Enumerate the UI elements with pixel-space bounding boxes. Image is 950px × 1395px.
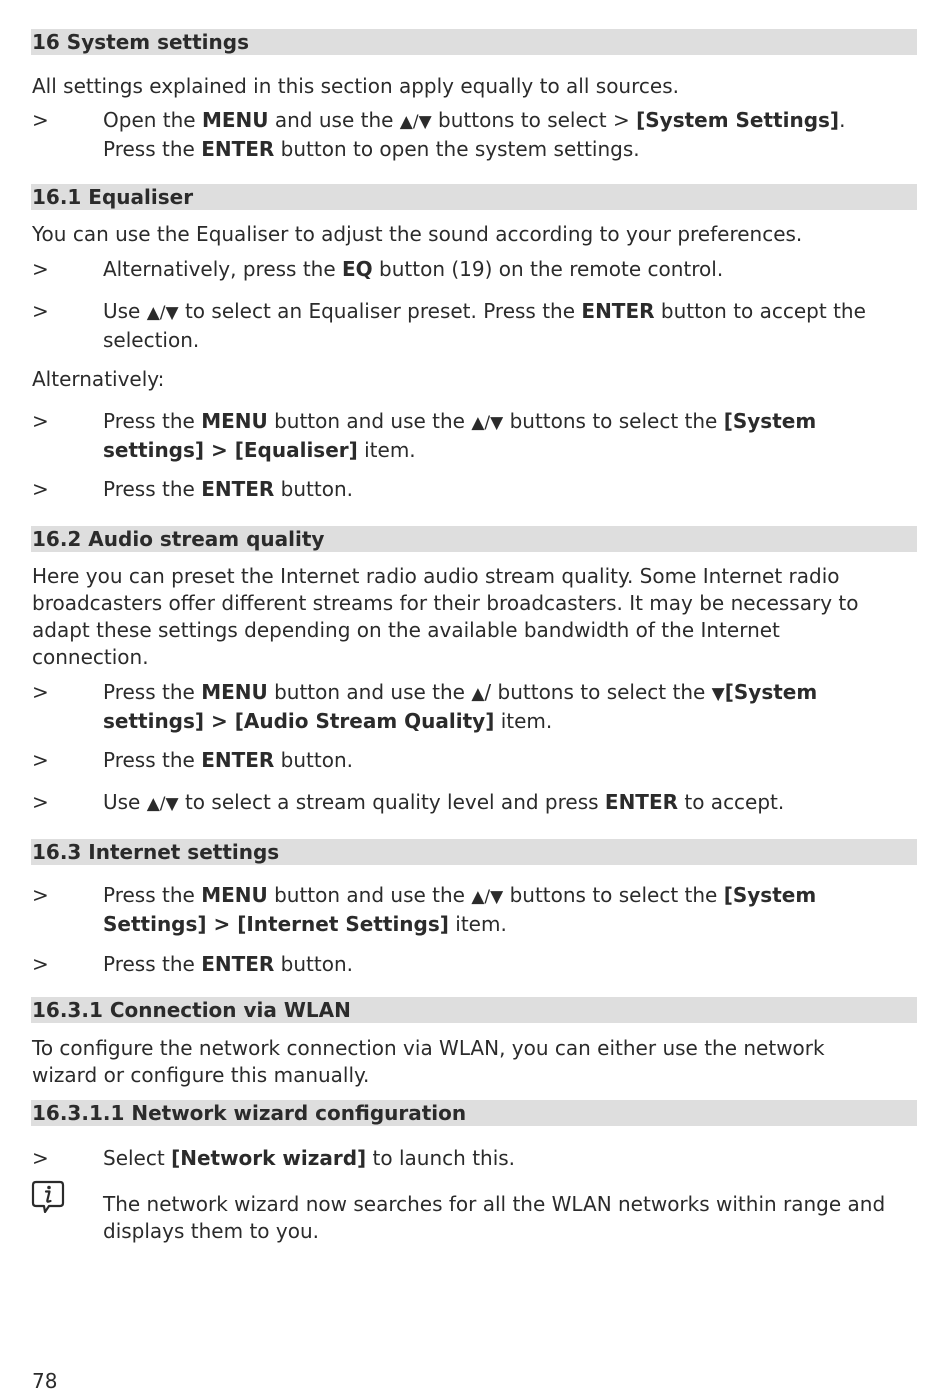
section-heading-16-2: 16.2 Audio stream quality bbox=[31, 526, 917, 552]
step-text: Press the ENTER button. bbox=[103, 748, 353, 772]
bullet-marker: > bbox=[32, 1146, 49, 1170]
bullet-marker: > bbox=[32, 680, 49, 704]
alternatively-label: Alternatively: bbox=[32, 367, 165, 391]
info-i-icon bbox=[31, 1179, 65, 1213]
step-text: Press the MENU button and use the ▲/ buttons to select the ▼[System settings] > [Audio Stream Quality] item. bbox=[103, 680, 818, 733]
info-note: The network wizard now searches for all the WLAN networks within range and displays them to you. bbox=[103, 1192, 886, 1243]
step-text: Press the MENU button and use the ▲/▼ buttons to select the [System Settings] > [Internet Settings] item. bbox=[103, 883, 817, 936]
up-down-arrows-icon: ▲/▼ bbox=[471, 413, 504, 433]
down-arrow-icon: ▼ bbox=[711, 684, 725, 704]
step-text: Use ▲/▼ to select an Equaliser preset. Press the ENTER button to accept the selection. bbox=[103, 299, 866, 352]
step-text: Press the MENU button and use the ▲/▼ buttons to select the [System settings] > [Equaliser] item. bbox=[103, 409, 817, 462]
section-heading-16-3-1: 16.3.1 Connection via WLAN bbox=[31, 997, 917, 1023]
section-heading-16: 16 System settings bbox=[31, 29, 917, 55]
up-down-arrows-icon: ▲/▼ bbox=[399, 112, 432, 132]
up-down-arrows-icon: ▲/▼ bbox=[471, 887, 504, 907]
page-number: 78 bbox=[32, 1369, 58, 1393]
step-text: Press the ENTER button. bbox=[103, 952, 353, 976]
step-text: Select [Network wizard] to launch this. bbox=[103, 1146, 516, 1170]
step-text: Alternatively, press the EQ button (19) on the remote control. bbox=[103, 257, 724, 281]
bullet-marker: > bbox=[32, 790, 49, 814]
bullet-marker: > bbox=[32, 409, 49, 433]
step-text: Open the MENU and use the ▲/▼ buttons to select > [System Settings]. Press the ENTER button to open the system settings. bbox=[103, 108, 846, 161]
step-text: Press the ENTER button. bbox=[103, 477, 353, 501]
section-16-intro: All settings explained in this section apply equally to all sources. bbox=[32, 74, 679, 98]
section-16-1-intro: You can use the Equaliser to adjust the sound according to your preferences. bbox=[32, 222, 803, 246]
up-down-arrows-icon: ▲/▼ bbox=[146, 303, 179, 323]
bullet-marker: > bbox=[32, 299, 49, 323]
bullet-marker: > bbox=[32, 477, 49, 501]
bullet-marker: > bbox=[32, 883, 49, 907]
bullet-marker: > bbox=[32, 257, 49, 281]
up-arrow-icon: ▲ bbox=[471, 684, 485, 704]
up-down-arrows-icon: ▲/▼ bbox=[146, 794, 179, 814]
section-16-2-intro: Here you can preset the Internet radio audio stream quality. Some Internet radio broadcasters offer different streams for their broadcasters. It may be necessary to adapt these settings depending on the available bandwidth of the Internet connection. bbox=[32, 564, 859, 669]
section-heading-16-1: 16.1 Equaliser bbox=[31, 184, 917, 210]
section-16-3-1-intro: To configure the network connection via WLAN, you can either use the network wizard or configure this manually. bbox=[32, 1036, 825, 1087]
section-heading-16-3-1-1: 16.3.1.1 Network wizard configuration bbox=[31, 1100, 917, 1126]
step-text: Use ▲/▼ to select a stream quality level and press ENTER to accept. bbox=[103, 790, 785, 814]
section-heading-16-3: 16.3 Internet settings bbox=[31, 839, 917, 865]
bullet-marker: > bbox=[32, 748, 49, 772]
bullet-marker: > bbox=[32, 952, 49, 976]
bullet-marker: > bbox=[32, 108, 49, 132]
